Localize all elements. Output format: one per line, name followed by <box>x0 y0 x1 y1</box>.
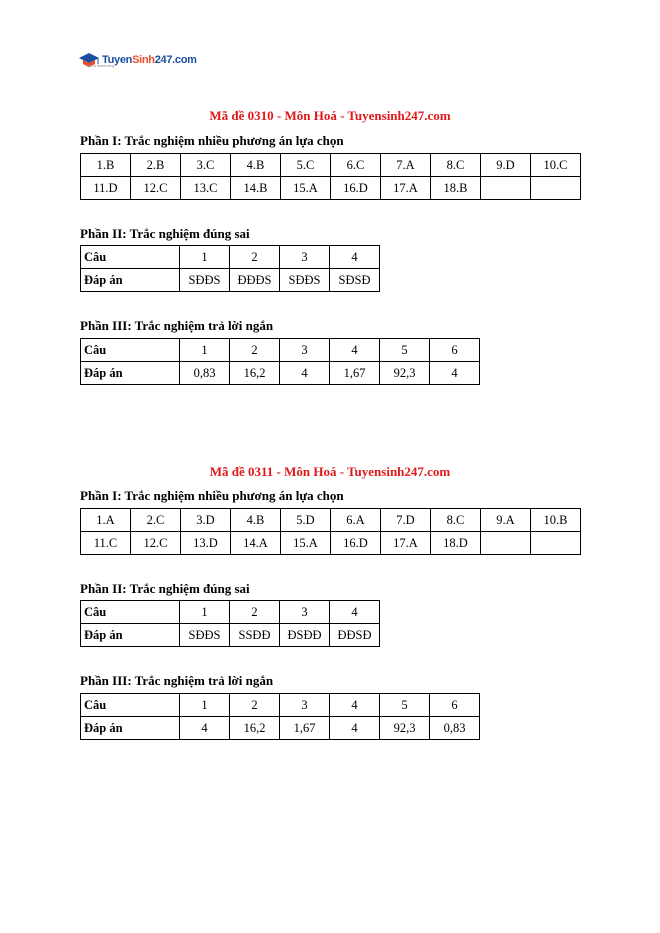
question-number: 4 <box>330 601 380 624</box>
answer-cell: 12.C <box>131 532 181 555</box>
question-number: 3 <box>280 694 330 717</box>
answer-cell: 8.C <box>431 154 481 177</box>
answer-cell: 16.D <box>331 177 381 200</box>
question-number: 5 <box>380 339 430 362</box>
answer-cell: 1,67 <box>280 717 330 740</box>
part2-answer-table <box>80 600 380 647</box>
answer-cell: 16,2 <box>230 717 280 740</box>
question-number: 6 <box>430 694 480 717</box>
table-row <box>81 246 380 269</box>
answer-cell: 14.A <box>231 532 281 555</box>
table-row <box>81 717 480 740</box>
part1-heading: Phần I: Trắc nghiệm nhiều phương án lựa chọn <box>80 133 344 148</box>
answer-cell: SSĐĐ <box>230 624 280 647</box>
question-number: 1 <box>180 694 230 717</box>
answer-cell: 3.C <box>181 154 231 177</box>
answer-cell: 10.B <box>531 509 581 532</box>
question-number: 2 <box>230 694 280 717</box>
answer-cell: 8.C <box>431 509 481 532</box>
answer-cell: 4 <box>330 717 380 740</box>
answer-cell: SĐĐS <box>280 269 330 292</box>
answer-cell <box>481 177 531 200</box>
question-label: Câu <box>81 694 180 717</box>
answer-cell: 18.B <box>431 177 481 200</box>
answer-cell: 7.D <box>381 509 431 532</box>
answer-cell: 92,3 <box>380 717 430 740</box>
answer-cell: 2.C <box>131 509 181 532</box>
answer-cell: 1.B <box>81 154 131 177</box>
question-number: 4 <box>330 339 380 362</box>
part1-heading: Phần I: Trắc nghiệm nhiều phương án lựa chọn <box>80 488 344 503</box>
part3-answer-table <box>80 693 480 740</box>
answer-cell: 13.C <box>181 177 231 200</box>
answer-cell: 9.D <box>481 154 531 177</box>
answer-label: Đáp án <box>81 269 180 292</box>
answer-cell: 12.C <box>131 177 181 200</box>
answer-cell: 6.C <box>331 154 381 177</box>
part1-answer-table <box>80 153 581 200</box>
part2-heading: Phần II: Trắc nghiệm đúng sai <box>80 581 250 596</box>
answer-cell: 2.B <box>131 154 181 177</box>
answer-cell: 10.C <box>531 154 581 177</box>
answer-label: Đáp án <box>81 362 180 385</box>
question-number: 3 <box>280 601 330 624</box>
answer-cell: 5.D <box>281 509 331 532</box>
part2-heading: Phần II: Trắc nghiệm đúng sai <box>80 226 250 241</box>
answer-cell: 15.A <box>281 177 331 200</box>
answer-cell: 4.B <box>231 154 281 177</box>
answer-cell: 18.D <box>431 532 481 555</box>
table-row <box>81 177 581 200</box>
exam-title: Mã đề 0311 - Môn Hoá - Tuyensinh247.com <box>209 464 451 479</box>
question-number: 1 <box>180 601 230 624</box>
answer-cell: SĐĐS <box>180 269 230 292</box>
answer-cell: SĐĐS <box>180 624 230 647</box>
question-number: 6 <box>430 339 480 362</box>
answer-cell: 92,3 <box>380 362 430 385</box>
question-number: 4 <box>330 694 380 717</box>
question-number: 1 <box>180 339 230 362</box>
logo-tagline: Học là thành công <box>86 64 115 68</box>
answer-cell <box>481 532 531 555</box>
question-number: 2 <box>230 601 280 624</box>
answer-cell: 11.D <box>81 177 131 200</box>
answer-cell: ĐĐĐS <box>230 269 280 292</box>
answer-cell: 17.A <box>381 177 431 200</box>
answer-cell <box>531 532 581 555</box>
answer-cell <box>531 177 581 200</box>
part2-answer-table <box>80 245 380 292</box>
answer-cell: 3.D <box>181 509 231 532</box>
answer-cell: 11.C <box>81 532 131 555</box>
answer-cell: 4.B <box>231 509 281 532</box>
answer-cell: 13.D <box>181 532 231 555</box>
question-number: 3 <box>280 339 330 362</box>
answer-cell: 4 <box>280 362 330 385</box>
question-number: 4 <box>330 246 380 269</box>
exam-title: Mã đề 0310 - Môn Hoá - Tuyensinh247.com <box>209 108 451 123</box>
question-number: 5 <box>380 694 430 717</box>
answer-cell: 1.A <box>81 509 131 532</box>
question-label: Câu <box>81 339 180 362</box>
answer-cell: ĐSĐĐ <box>280 624 330 647</box>
answer-cell: 15.A <box>281 532 331 555</box>
answer-cell: 5.C <box>281 154 331 177</box>
answer-label: Đáp án <box>81 624 180 647</box>
answer-cell: 6.A <box>331 509 381 532</box>
table-row <box>81 601 380 624</box>
answer-cell: SĐSĐ <box>330 269 380 292</box>
question-number: 2 <box>230 246 280 269</box>
table-row <box>81 509 581 532</box>
answer-cell: 9.A <box>481 509 531 532</box>
answer-cell: 16.D <box>331 532 381 555</box>
answer-label: Đáp án <box>81 717 180 740</box>
part3-heading: Phần III: Trắc nghiệm trả lời ngắn <box>80 318 274 333</box>
answer-cell: ĐĐSĐ <box>330 624 380 647</box>
table-row <box>81 694 480 717</box>
answer-cell: 0,83 <box>430 717 480 740</box>
answer-cell: 0,83 <box>180 362 230 385</box>
table-row <box>81 339 480 362</box>
answer-cell: 14.B <box>231 177 281 200</box>
question-label: Câu <box>81 246 180 269</box>
table-row <box>81 532 581 555</box>
answer-cell: 16,2 <box>230 362 280 385</box>
question-number: 2 <box>230 339 280 362</box>
question-number: 3 <box>280 246 330 269</box>
answer-cell: 1,67 <box>330 362 380 385</box>
answer-cell: 17.A <box>381 532 431 555</box>
part1-answer-table <box>80 508 581 555</box>
question-number: 1 <box>180 246 230 269</box>
table-row <box>81 362 480 385</box>
part3-answer-table <box>80 338 480 385</box>
question-label: Câu <box>81 601 180 624</box>
answer-cell: 4 <box>430 362 480 385</box>
part3-heading: Phần III: Trắc nghiệm trả lời ngắn <box>80 673 274 688</box>
table-row <box>81 269 380 292</box>
answer-cell: 4 <box>180 717 230 740</box>
logo-text: TuyenSinh247.com <box>102 54 197 66</box>
table-row <box>81 624 380 647</box>
answer-cell: 7.A <box>381 154 431 177</box>
table-row <box>81 154 581 177</box>
